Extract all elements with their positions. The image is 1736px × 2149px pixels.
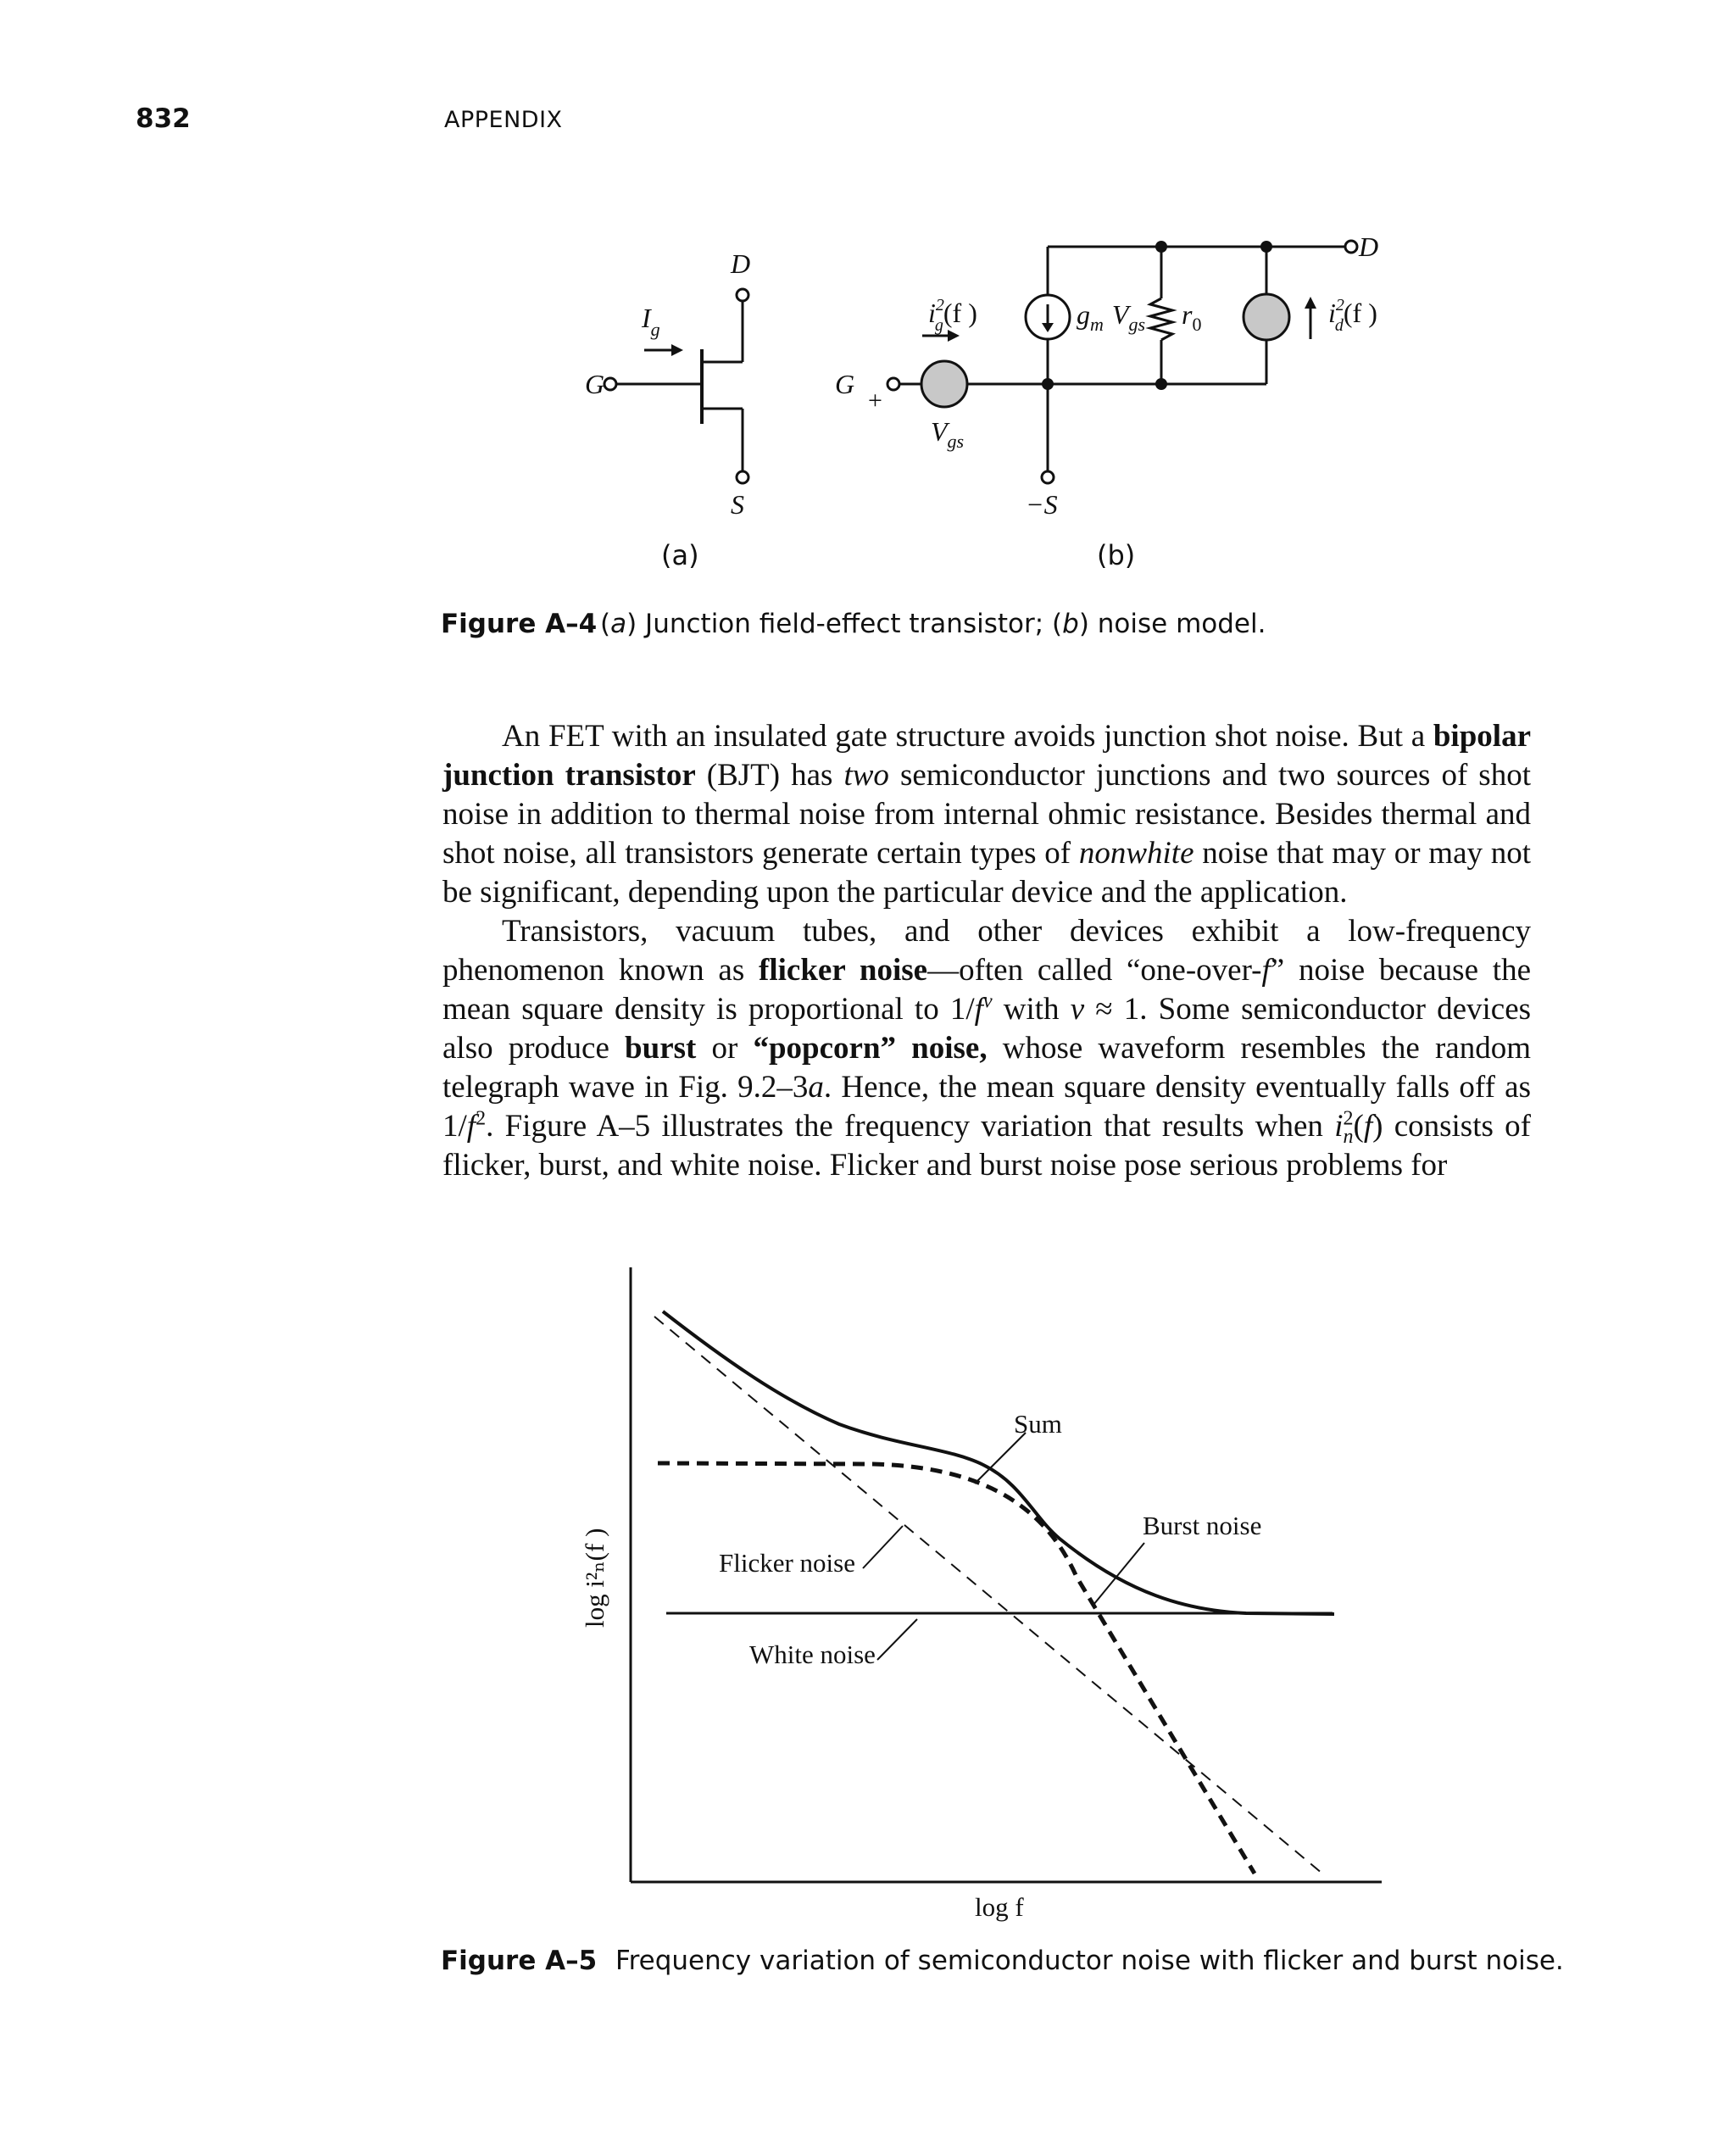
jfet-drain-label: D — [731, 248, 751, 279]
figure-a4-caption-label: Figure A–4 — [441, 609, 598, 639]
figure-a5-caption-label: Figure A–5 — [441, 1946, 598, 1976]
annotation-flicker-noise: Flicker noise — [719, 1548, 855, 1578]
r0-label: $r_0$ — [1182, 299, 1202, 335]
model-source-label: −S — [1026, 489, 1058, 520]
jfet-source-label: S — [731, 489, 744, 520]
white-leader — [877, 1619, 917, 1660]
model-drain-label: D — [1359, 231, 1379, 262]
annotation-sum: Sum — [1014, 1409, 1062, 1439]
jfet-gate-label: G — [585, 369, 605, 399]
paragraph: An FET with an insulated gate structure avoids junction shot noise. But a bipolar junction transistor (BJT) has two semiconductor junctions and two sources of shot noise in addition to thermal noise from internal ohmic resistance. Besides thermal and shot noise, all transistors generate certain types of nonwhite noise that may or may not be significant, depending upon the particular device and the application. — [442, 719, 1531, 910]
ig-noise-label: $i^2$ g(f ) — [928, 296, 977, 335]
figure-a5-caption — [441, 1946, 1564, 1976]
model-gate-label: G — [835, 369, 855, 399]
page-number: 832 — [136, 103, 191, 134]
panel-b-label: (b) — [1097, 539, 1136, 571]
annotation-burst-noise: Burst noise — [1143, 1511, 1262, 1540]
paragraph: Transistors, vacuum tubes, and other devices exhibit a low-frequency phenomenon known as flicker noise—often called “one-over-f” noise because the mean square density is proportional to $1/f^\nu$ with ν ≈ 1. Some semiconductor devices also produce burst or “popcorn” noise, whose waveform resembles the random telegraph wave in Fig. 9.2–3a. Hence, the mean square density eventually falls off as $1/f^2$. Figure A–5 illustrates the frequency variation that results when $i^2_n(f)$ consists of flicker, burst, and white noise. Flicker and burst noise pose serious problems for — [442, 914, 1532, 1183]
series-flicker-noise — [654, 1317, 1322, 1873]
annotation-white-noise: White noise — [749, 1640, 876, 1669]
plus-sign: + — [868, 387, 882, 415]
ig-label: $I_g$ — [642, 303, 660, 340]
vgs-label: $V_{gs}$ — [931, 416, 965, 452]
running-head: APPENDIX — [444, 107, 563, 133]
x-axis-label: log f — [975, 1892, 1024, 1922]
figure-a5-caption-text: Frequency variation of semiconductor noise with flicker and burst noise. — [615, 1946, 1564, 1976]
gm-vgs-label: $g_m$ $V_{gs}$ — [1077, 299, 1145, 335]
id-noise-label: $i^2$ d(f ) — [1328, 296, 1377, 335]
y-axis-label: log i²ₙ(f ) — [580, 1528, 609, 1628]
burst-leader — [1093, 1543, 1144, 1605]
panel-a-label: (a) — [661, 539, 699, 571]
flicker-leader — [863, 1526, 903, 1568]
figure-a4-caption-text: (a) Junction field-effect transistor; (b) noise model. — [600, 609, 1266, 639]
